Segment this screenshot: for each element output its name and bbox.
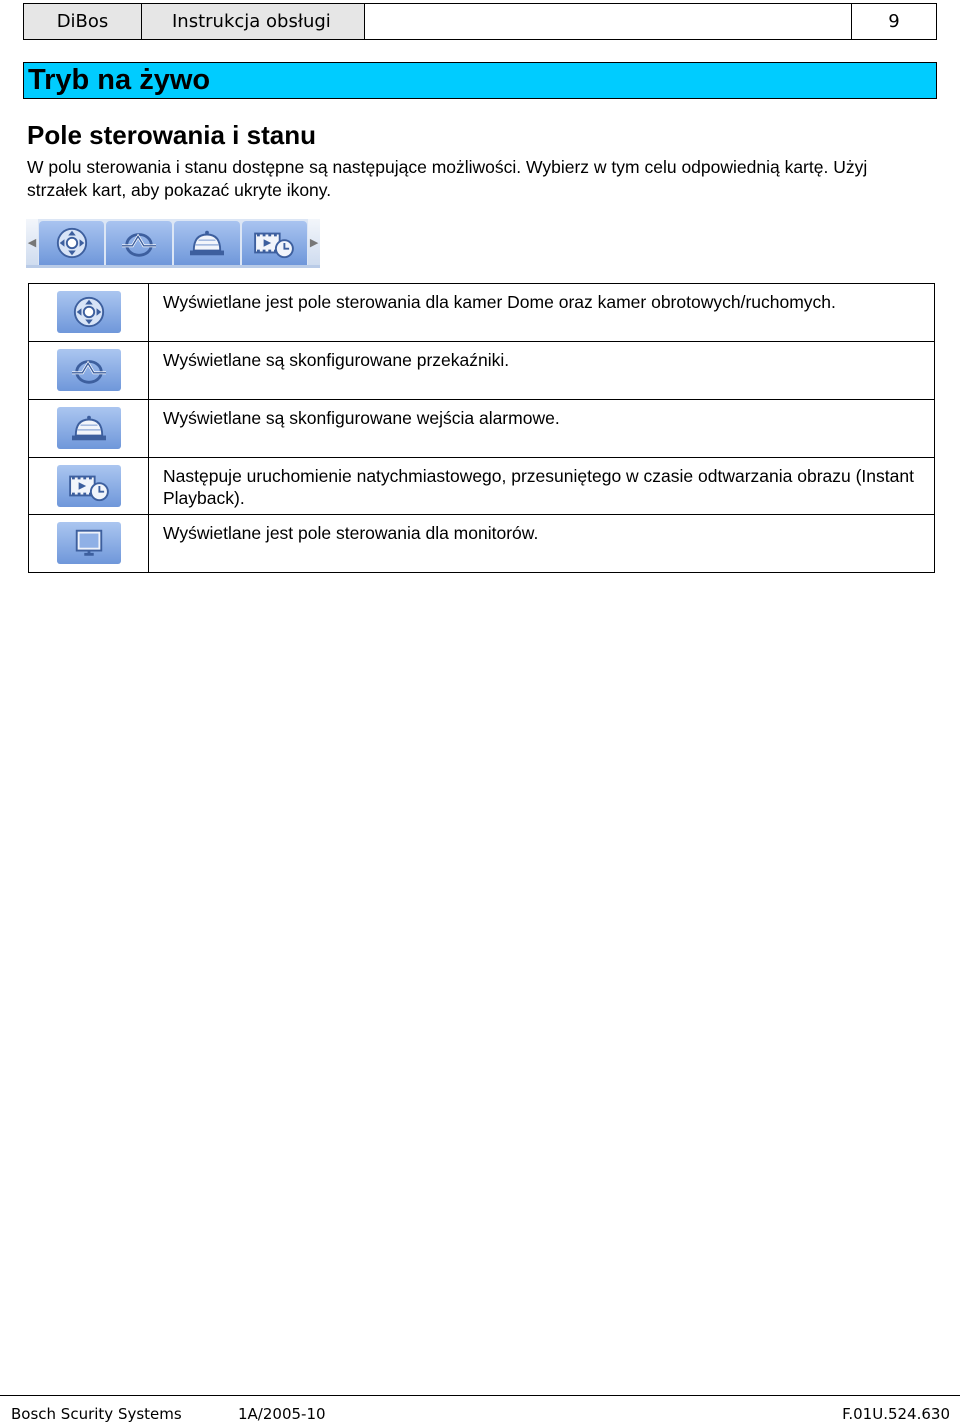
description-cell: Wyświetlane jest pole sterowania dla monitorów. [149,515,935,573]
ptz-control-icon [52,226,92,260]
instant-playback-icon [67,469,111,503]
chapter-title: Tryb na żywo [23,62,937,99]
header-spacer [365,4,852,39]
alarm-input-icon [187,226,227,260]
footer-edition: 1A/2005-10 [238,1405,326,1423]
table-row [29,515,935,573]
header-product: DiBos [24,4,142,39]
tab-relays[interactable] [106,221,172,265]
icon-cell [29,458,149,515]
tab-scroll-left-arrow[interactable]: ◀ [26,219,38,265]
header-page-number: 9 [888,11,900,32]
header-document-title: Instrukcja obsługi [142,4,365,39]
table-row [29,400,935,458]
relay-icon [69,353,109,387]
section-intro: W polu sterowania i stanu dostępne są następujące możliwości. Wybierz w tym celu odpowiednią kartę. Użyj strzałek kart, aby pokazać ukryte ikony. [27,157,868,200]
icon-cell [29,400,149,458]
tab-alarm-inputs[interactable] [174,221,240,265]
table-row [29,458,935,515]
section-title: Pole sterowania i stanu [27,120,316,150]
running-header [23,3,937,40]
tab-description-table [28,283,935,573]
tab-instant-playback[interactable] [242,221,308,265]
description-cell: Następuje uruchomienie natychmiastowego, przesuniętego w czasie odtwarzania obrazu (Instant Playback). [149,458,935,515]
description-cell: Wyświetlane są skonfigurowane wejścia alarmowe. [149,400,935,458]
table-row [29,342,935,400]
icon-cell [29,284,149,342]
icon-cell [29,515,149,573]
footer-doc-code: F.01U.524.630 [842,1405,950,1423]
alarm-input-icon [69,411,109,445]
instant-playback-icon [252,226,296,260]
table-row [29,284,935,342]
tab-ptz-control[interactable] [39,221,105,265]
footer-rule [0,1395,960,1396]
relay-icon [119,226,159,260]
tab-scroll-right-arrow[interactable]: ▶ [308,219,320,265]
description-cell: Wyświetlane są skonfigurowane przekaźniki. [149,342,935,400]
monitor-icon [69,526,109,560]
icon-cell [29,342,149,400]
ptz-control-icon [69,295,109,329]
footer-company: Bosch Scurity Systems [11,1405,182,1423]
control-status-tab-strip [26,219,320,268]
description-cell: Wyświetlane jest pole sterowania dla kamer Dome oraz kamer obrotowych/ruchomych. [149,284,935,342]
